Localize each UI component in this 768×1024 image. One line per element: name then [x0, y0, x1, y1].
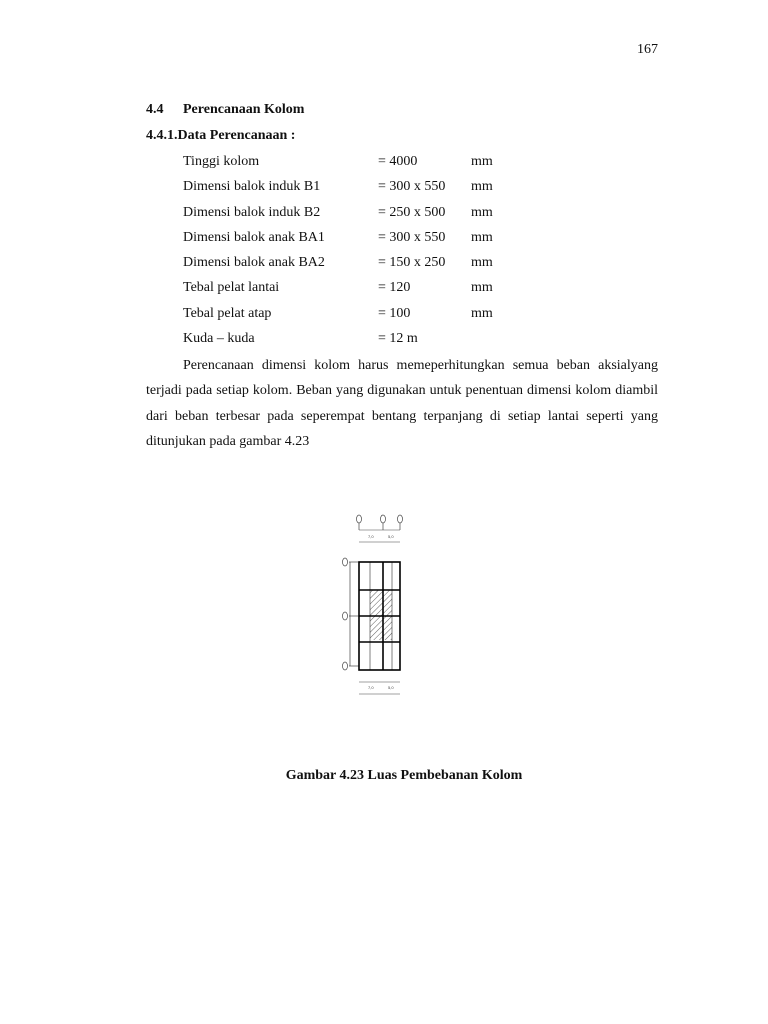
data-unit: mm	[471, 179, 493, 195]
tributary-area-hatch	[370, 590, 392, 640]
subsection-heading	[146, 128, 295, 144]
data-value: = 4000	[378, 154, 418, 169]
data-value: = 300 x 550	[378, 179, 446, 195]
subsection-title: Data Perencanaan :	[177, 128, 296, 143]
figure-caption: Gambar 4.23 Luas Pembebanan Kolom	[285, 768, 523, 783]
section-number: 4.4	[146, 102, 164, 117]
structural-grid	[359, 562, 400, 670]
top-dimension-label: 7,0	[368, 534, 374, 539]
left-grid-bubbles	[343, 558, 360, 670]
data-label: Kuda – kuda	[183, 331, 255, 347]
section-title: Perencanaan Kolom	[183, 102, 305, 117]
data-label: Dimensi balok anak BA2	[183, 255, 325, 271]
data-unit: mm	[471, 280, 493, 296]
data-label: Dimensi balok induk B1	[183, 179, 321, 195]
data-value: = 150 x 250	[378, 255, 446, 271]
data-unit: mm	[471, 305, 493, 321]
data-value: = 250 x 500	[378, 204, 446, 220]
data-label: Dimensi balok induk B2	[183, 204, 321, 220]
data-row	[183, 254, 493, 279]
page-number: 167	[637, 42, 658, 57]
body-paragraph: Perencanaan dimensi kolom harus memeperhitungkan semua beban aksialyang terjadi pada setiap kolom. Beban yang digunakan untuk penentuan dimensi kolom diambil dari beban terbesar pada seperempat bentang terpanjang di setiap lantai seperti yang ditunjukan pada gambar 4.23	[146, 358, 658, 449]
data-label: Tinggi kolom	[183, 154, 260, 169]
data-label: Tebal pelat lantai	[183, 280, 280, 296]
data-unit: mm	[471, 204, 493, 220]
data-value: = 120	[378, 280, 411, 296]
data-row	[183, 153, 493, 178]
data-unit: mm	[471, 255, 493, 271]
data-value: = 12 m	[378, 331, 418, 347]
data-row	[183, 178, 493, 203]
bottom-dimension-label: 7,0	[368, 685, 374, 690]
top-dimension-label: 5,0	[388, 534, 394, 539]
data-value: = 100	[378, 305, 411, 321]
data-label: Dimensi balok anak BA1	[183, 229, 325, 245]
data-row	[183, 330, 493, 355]
section-heading	[146, 102, 304, 118]
bottom-dimension-label: 5,0	[388, 685, 394, 690]
subsection-number: 4.4.1.	[146, 128, 178, 143]
column-loading-plan-figure	[332, 506, 412, 706]
data-row	[183, 229, 493, 254]
data-row	[183, 279, 493, 304]
design-data-table	[183, 153, 493, 355]
data-row	[183, 204, 493, 229]
data-value: = 300 x 550	[378, 229, 446, 245]
top-grid-bubbles	[357, 515, 403, 530]
data-unit: mm	[471, 154, 493, 169]
data-label: Tebal pelat atap	[183, 305, 272, 321]
data-unit: mm	[471, 229, 493, 245]
data-row	[183, 305, 493, 330]
